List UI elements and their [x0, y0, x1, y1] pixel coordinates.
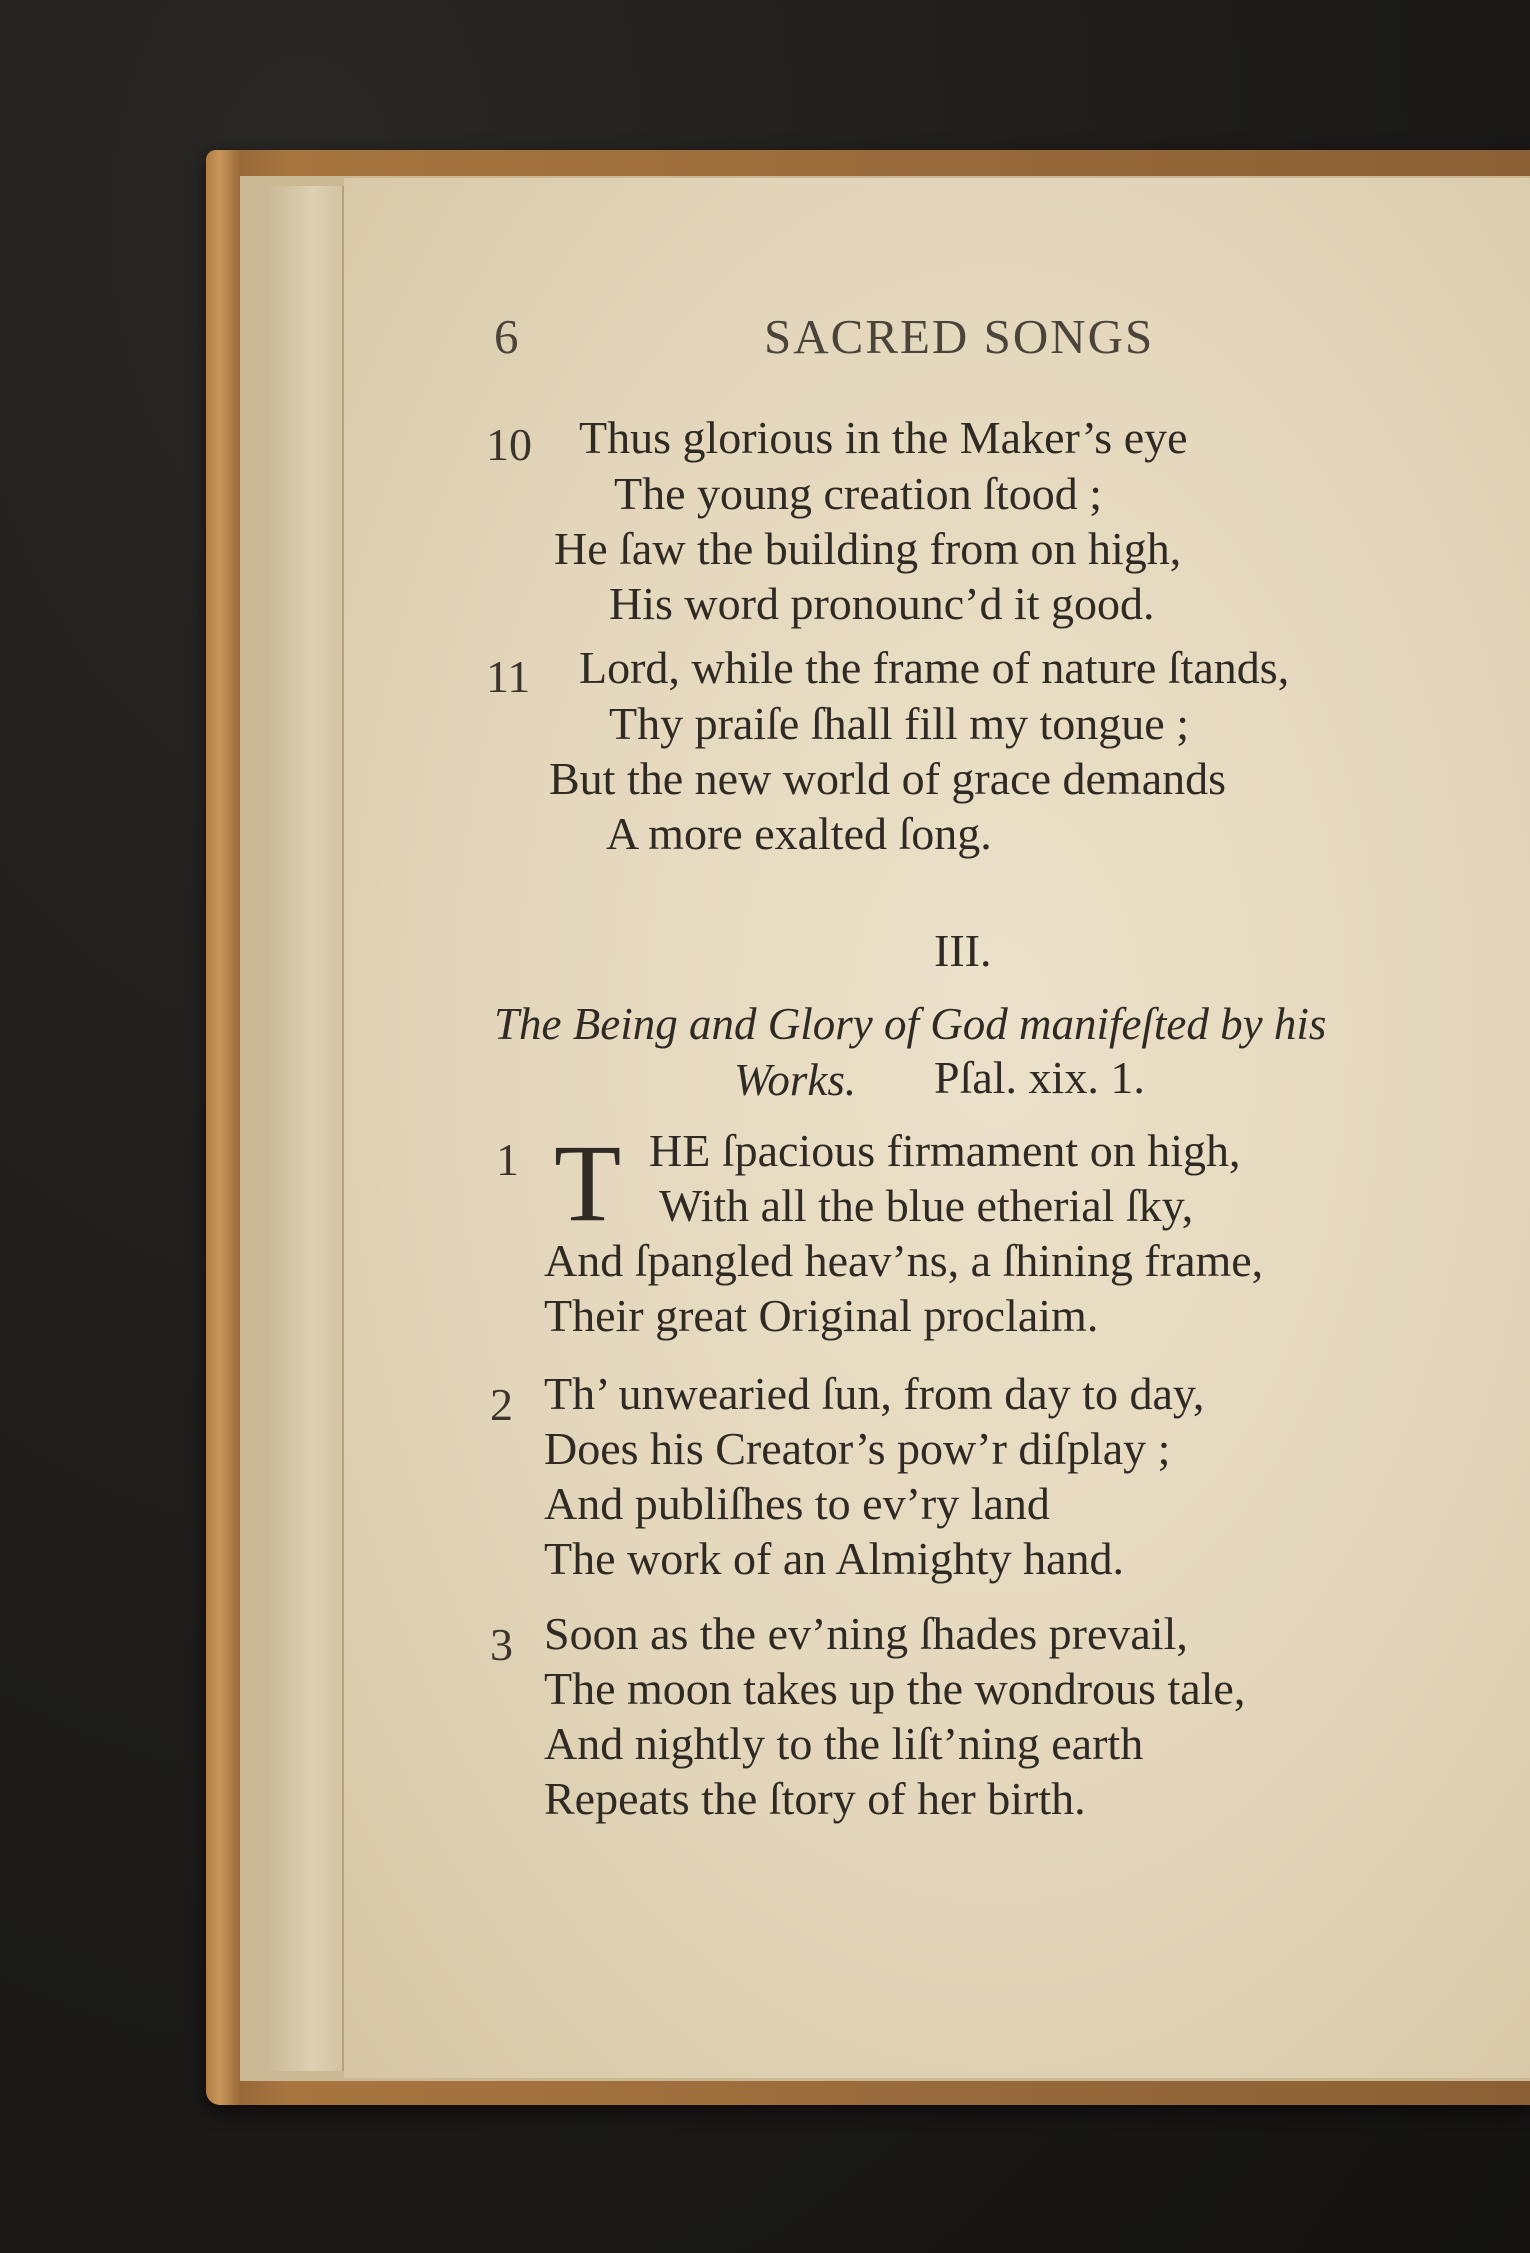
- verse-line: He ſaw the building from on high,: [554, 523, 1182, 574]
- verse-line: Thy praiſe ſhall fill my tongue ;: [609, 698, 1189, 749]
- scripture-reference: Pſal. xix. 1.: [934, 1052, 1145, 1103]
- running-header: SACRED SONGS: [764, 309, 1155, 364]
- verse-line: Lord, while the frame of nature ſtands,: [579, 642, 1290, 693]
- page-number: 6: [494, 309, 521, 364]
- verse-line: With all the blue etherial ſky,: [659, 1180, 1194, 1231]
- verse-line: Does his Creator’s pow’r diſplay ;: [544, 1423, 1171, 1474]
- verse-line: A more exalted ſong.: [606, 808, 992, 859]
- book-spine-edge: [206, 150, 240, 2105]
- verse-line: Th’ unwearied ſun, from day to day,: [544, 1368, 1205, 1419]
- verse-line: And ſpangled heav’ns, a ſhining frame,: [544, 1235, 1264, 1286]
- verse-line: Their great Original proclaim.: [544, 1290, 1099, 1341]
- verse-line: And nightly to the liſt’ning earth: [544, 1718, 1144, 1769]
- stanza-number: 3: [490, 1619, 513, 1670]
- stanza-number: 10: [486, 419, 532, 470]
- verse-line: His word pronounc’d it good.: [609, 578, 1155, 629]
- verse-line: Repeats the ſtory of her birth.: [544, 1773, 1086, 1824]
- verse-line: The work of an Almighty hand.: [544, 1533, 1125, 1584]
- hymn-number: III.: [934, 925, 992, 976]
- verse-line: But the new world of grace demands: [549, 753, 1227, 804]
- verse-line: HE ſpacious firmament on high,: [649, 1125, 1241, 1176]
- verse-line: The moon takes up the wondrous tale,: [544, 1663, 1246, 1714]
- drop-cap: T: [554, 1122, 622, 1244]
- verse-line: And publiſhes to ev’ry land: [544, 1478, 1050, 1529]
- verse-line: The young creation ſtood ;: [614, 468, 1102, 519]
- stanza-number: 1: [496, 1134, 519, 1185]
- hymn-title: The Being and Glory of God manifeſted by his: [494, 999, 1327, 1049]
- stanza-number: 11: [486, 651, 531, 702]
- book-page: [344, 178, 1530, 2078]
- hymn-title-continued: Works.: [734, 1055, 857, 1105]
- verse-line: Soon as the ev’ning ſhades prevail,: [544, 1608, 1188, 1659]
- page-gutter: [268, 186, 344, 2071]
- stanza-number: 2: [490, 1379, 513, 1430]
- verse-line: Thus glorious in the Maker’s eye: [579, 412, 1188, 463]
